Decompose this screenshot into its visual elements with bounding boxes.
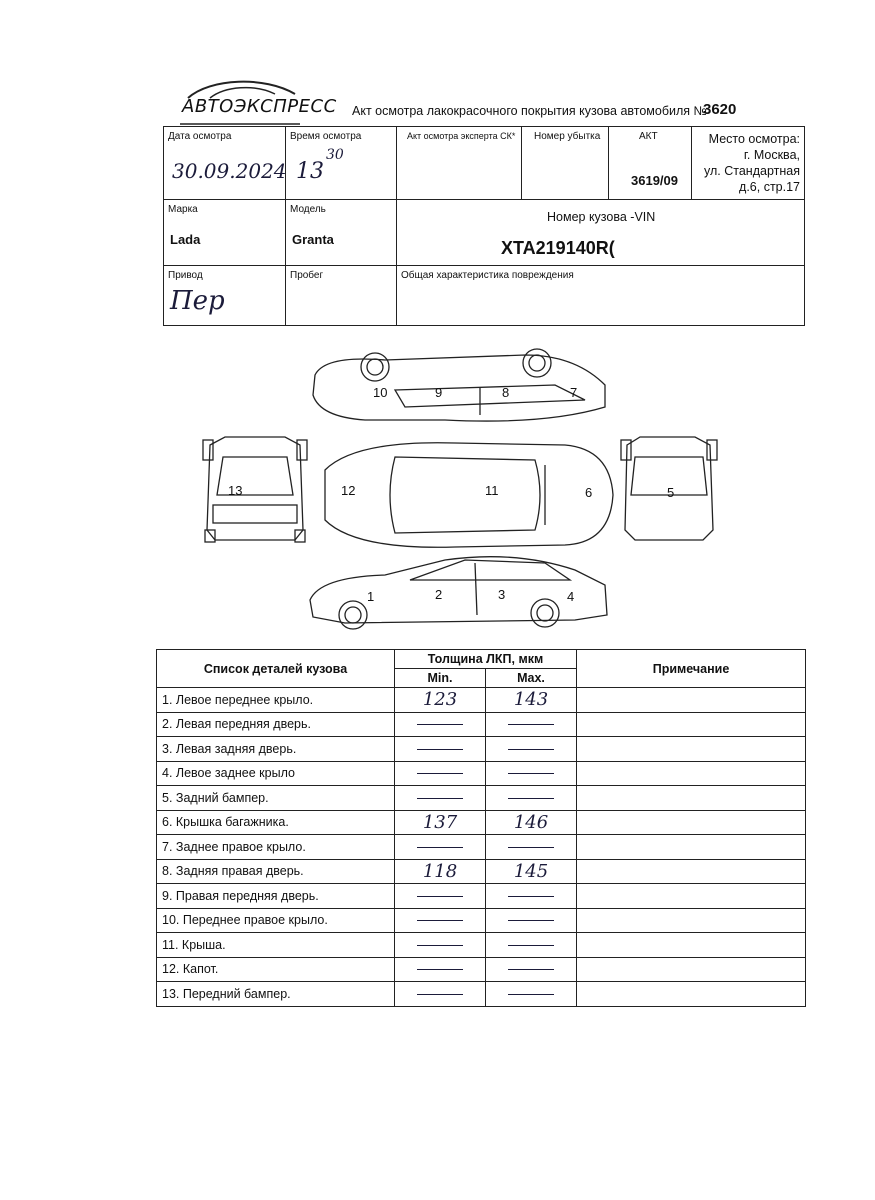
- thickness-min: [395, 933, 486, 958]
- model-label: Модель: [290, 204, 326, 215]
- empty-dash: [508, 749, 554, 750]
- paint-thickness-table: [156, 649, 806, 1007]
- diagram-label-3: 3: [498, 587, 506, 602]
- damage-cell: [397, 266, 805, 326]
- empty-dash: [417, 994, 463, 995]
- thickness-max: [486, 712, 577, 737]
- drive-value: Пер: [170, 286, 225, 316]
- note-cell: [577, 884, 806, 909]
- part-name: 4. Левое заднее крыло: [157, 761, 395, 786]
- thickness-max: [486, 835, 577, 860]
- thickness-max: [486, 688, 577, 713]
- time-hour: 13: [296, 159, 324, 184]
- diagram-label-4: 4: [567, 589, 575, 604]
- table-row: [157, 688, 806, 713]
- table-row: [157, 933, 806, 958]
- empty-dash: [508, 920, 554, 921]
- table-row: [157, 982, 806, 1007]
- table-row: [157, 908, 806, 933]
- thickness-max: [486, 957, 577, 982]
- diagram-label-13: 13: [228, 483, 243, 498]
- note-cell: [577, 859, 806, 884]
- date-value: 30.09.2024: [172, 159, 287, 183]
- empty-dash: [508, 847, 554, 848]
- thickness-min: [395, 835, 486, 860]
- act-value: 3619/09: [631, 173, 678, 188]
- loss-label: Номер убытка: [534, 131, 601, 142]
- table-row: [157, 835, 806, 860]
- empty-dash: [508, 798, 554, 799]
- table-body: [157, 688, 806, 1007]
- thickness-min: [395, 786, 486, 811]
- note-cell: [577, 835, 806, 860]
- thickness-min: [395, 688, 486, 713]
- mileage-label: Пробег: [290, 270, 324, 281]
- thickness-min-value: 137: [422, 811, 458, 833]
- thickness-min: [395, 982, 486, 1007]
- part-name: 12. Капот.: [157, 957, 395, 982]
- part-name: 11. Крыша.: [157, 933, 395, 958]
- part-name: 5. Задний бампер.: [157, 786, 395, 811]
- diagram-label-10: 10: [373, 385, 388, 400]
- empty-dash: [508, 773, 554, 774]
- thickness-min: [395, 737, 486, 762]
- part-name: 7. Заднее правое крыло.: [157, 835, 395, 860]
- make-cell: [164, 200, 286, 266]
- thickness-min-value: 118: [422, 860, 458, 882]
- document-number: 3620: [703, 101, 737, 118]
- note-cell: [577, 810, 806, 835]
- act-label: АКТ: [639, 131, 658, 142]
- vin-label: Номер кузова -VIN: [547, 210, 656, 224]
- table-row: [157, 810, 806, 835]
- thickness-min-value: 123: [422, 689, 458, 711]
- make-value: Lada: [170, 232, 201, 247]
- thickness-max: [486, 810, 577, 835]
- place-label: Место осмотра:: [708, 132, 800, 146]
- part-name: 10. Переднее правое крыло.: [157, 908, 395, 933]
- note-cell: [577, 982, 806, 1007]
- car-front-view-outline: [207, 437, 303, 540]
- model-cell: [286, 200, 397, 266]
- diagram-label-2: 2: [435, 587, 443, 602]
- make-label: Марка: [168, 204, 198, 215]
- col-note-header: Примечание: [577, 650, 806, 688]
- document-title: Акт осмотра лакокрасочного покрытия кузова автомобиля №: [352, 104, 707, 118]
- thickness-max: [486, 933, 577, 958]
- diagram-label-12: 12: [341, 483, 356, 498]
- empty-dash: [417, 749, 463, 750]
- thickness-max: [486, 761, 577, 786]
- place-street: ул. Стандартная: [704, 164, 800, 178]
- note-cell: [577, 712, 806, 737]
- place-cell: [692, 127, 805, 200]
- part-name: 2. Левая передняя дверь.: [157, 712, 395, 737]
- thickness-max: [486, 786, 577, 811]
- note-cell: [577, 737, 806, 762]
- thickness-min: [395, 810, 486, 835]
- note-cell: [577, 761, 806, 786]
- thickness-min: [395, 712, 486, 737]
- thickness-min: [395, 957, 486, 982]
- table-row: [157, 884, 806, 909]
- part-name: 1. Левое переднее крыло.: [157, 688, 395, 713]
- thickness-max: [486, 884, 577, 909]
- vin-cell: [397, 200, 805, 266]
- model-value: Granta: [292, 232, 334, 247]
- header-table: [163, 126, 805, 326]
- part-name: 13. Передний бампер.: [157, 982, 395, 1007]
- time-label: Время осмотра: [290, 131, 362, 142]
- diagram-label-1: 1: [367, 589, 375, 604]
- act-cell: [609, 127, 692, 200]
- table-row: [157, 786, 806, 811]
- thickness-max-value: 145: [513, 860, 549, 882]
- col-thickness-header: Толщина ЛКП, мкм: [395, 650, 577, 669]
- time-minutes: 30: [326, 147, 344, 163]
- thickness-max: [486, 982, 577, 1007]
- part-name: 8. Задняя правая дверь.: [157, 859, 395, 884]
- note-cell: [577, 688, 806, 713]
- table-row: [157, 737, 806, 762]
- vin-value: XTA219140R(: [501, 238, 615, 258]
- diagram-label-8: 8: [502, 385, 510, 400]
- empty-dash: [508, 994, 554, 995]
- logo-text: АВТОЭКСПРЕСС: [182, 96, 337, 117]
- empty-dash: [508, 724, 554, 725]
- note-cell: [577, 933, 806, 958]
- thickness-max: [486, 737, 577, 762]
- damage-label: Общая характеристика повреждения: [401, 270, 574, 281]
- expert-cell: [397, 127, 522, 200]
- note-cell: [577, 957, 806, 982]
- expert-label: Акт осмотра эксперта СК*: [407, 131, 516, 141]
- table-row: [157, 859, 806, 884]
- diagram-label-11: 11: [485, 483, 499, 498]
- diagram-label-9: 9: [435, 385, 443, 400]
- part-name: 9. Правая передняя дверь.: [157, 884, 395, 909]
- diagram-label-7: 7: [570, 385, 578, 400]
- place-building: д.6, стр.17: [739, 180, 800, 194]
- empty-dash: [417, 920, 463, 921]
- car-body-diagram: [195, 345, 725, 635]
- empty-dash: [417, 847, 463, 848]
- col-max-header: Max.: [486, 669, 577, 688]
- thickness-min: [395, 859, 486, 884]
- thickness-max-value: 143: [513, 689, 549, 711]
- table-row: [157, 957, 806, 982]
- part-name: 6. Крышка багажника.: [157, 810, 395, 835]
- diagram-label-6: 6: [585, 485, 593, 500]
- table-row: [157, 761, 806, 786]
- thickness-max-value: 146: [513, 811, 549, 833]
- empty-dash: [417, 945, 463, 946]
- mileage-cell: [286, 266, 397, 326]
- thickness-max: [486, 859, 577, 884]
- empty-dash: [417, 724, 463, 725]
- empty-dash: [508, 969, 554, 970]
- col-min-header: Min.: [395, 669, 486, 688]
- note-cell: [577, 786, 806, 811]
- drive-label: Привод: [168, 270, 203, 281]
- time-cell: [286, 127, 397, 200]
- loss-cell: [522, 127, 609, 200]
- thickness-max: [486, 908, 577, 933]
- place-city: г. Москва,: [743, 148, 800, 162]
- drive-cell: [164, 266, 286, 326]
- part-name: 3. Левая задняя дверь.: [157, 737, 395, 762]
- empty-dash: [417, 798, 463, 799]
- empty-dash: [508, 896, 554, 897]
- table-row: [157, 712, 806, 737]
- empty-dash: [417, 773, 463, 774]
- note-cell: [577, 908, 806, 933]
- diagram-label-5: 5: [667, 485, 675, 500]
- thickness-min: [395, 908, 486, 933]
- thickness-min: [395, 761, 486, 786]
- empty-dash: [417, 969, 463, 970]
- empty-dash: [417, 896, 463, 897]
- col-parts-header: Список деталей кузова: [157, 650, 395, 688]
- date-cell: [164, 127, 286, 200]
- thickness-min: [395, 884, 486, 909]
- date-label: Дата осмотра: [168, 131, 232, 142]
- car-left-side-outline: [310, 557, 607, 623]
- empty-dash: [508, 945, 554, 946]
